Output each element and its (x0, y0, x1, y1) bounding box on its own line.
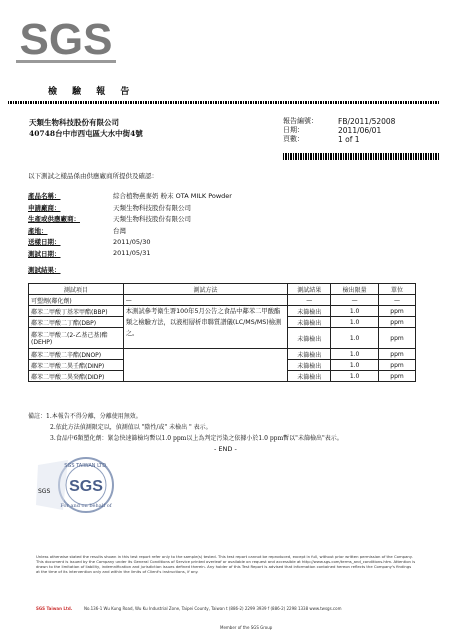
row-unit: ppm (379, 349, 416, 360)
footer (36, 606, 416, 612)
report-pages: 1 of 1 (338, 135, 360, 144)
note-3: 3.食品中6類塑化劑：緊急快速篩檢均暫以1.0 ppm以上為判定污染之依據小於1.0 ppm暫以"未篩檢出"表示。 (50, 435, 343, 442)
table-header-row (29, 284, 416, 295)
sample-value: 2011/05/30 (113, 237, 151, 246)
row-item: 鄰苯二甲酸丁基苯甲酯(BBP) (29, 306, 124, 317)
row-item: 鄰苯二甲酸二異壬酯(DINP) (29, 360, 124, 371)
company-block (29, 117, 143, 139)
company-address: 40748台中市西屯區大水中街4號 (29, 129, 143, 138)
top-rule (8, 101, 440, 104)
report-meta (283, 117, 395, 144)
sample-value: 綜合植物燕麥奶 粉末 OTA MILK Powder (113, 192, 232, 201)
sample-row (28, 248, 232, 260)
row-unit: ppm (379, 371, 416, 382)
sample-value: 2011/05/31 (113, 249, 151, 258)
sample-label: 產品名稱： (28, 192, 61, 201)
row-result: 未篩檢出 (288, 360, 331, 371)
results-table (28, 283, 416, 382)
row-limit: — (331, 295, 379, 306)
company-name: 天類生物科技股份有限公司 (29, 118, 119, 127)
row-limit: 1.0 (331, 360, 379, 371)
stamp-center-text: SGS (69, 478, 103, 495)
sample-label: 申請廠商： (28, 203, 61, 212)
stamp-top-text: SGS TAIWAN LTD. (64, 463, 108, 469)
row-item: 鄰苯二甲酸二異癸酯(DIDP) (29, 371, 124, 382)
company-stamp (28, 455, 140, 515)
row-item: 鄰苯二甲酸二(2-乙基己基)酯 (DEHP) (29, 328, 124, 349)
row-method: — (123, 295, 288, 306)
results-heading: 測試結果： (28, 266, 61, 274)
header-result: 測試結果 (288, 284, 331, 295)
table-row (29, 349, 416, 360)
row-limit: 1.0 (331, 328, 379, 349)
row-item: 鄰苯二甲酸二丁酯(DBP) (29, 317, 124, 328)
row-limit: 1.0 (331, 349, 379, 360)
row-item: 鄰苯二甲酸二辛酯(DNOP) (29, 349, 124, 360)
sample-label: 測試日期： (28, 249, 61, 258)
intro-text: 以下測試之樣品係由供應廠商所提供及確認： (28, 172, 158, 180)
stamp-bottom-text: For and on behalf of (60, 503, 112, 509)
row-result: 未篩檢出 (288, 328, 331, 349)
row-result: 未篩檢出 (288, 306, 331, 317)
row-unit: ppm (379, 328, 416, 349)
row-limit: 1.0 (331, 317, 379, 328)
logo-text: SGS (19, 15, 113, 64)
end-marker: - END - (214, 445, 237, 453)
report-number: FB/2011/52008 (338, 117, 396, 126)
sample-value: 天類生物科技股份有限公司 (113, 203, 191, 212)
row-unit: — (379, 295, 416, 306)
sample-row (28, 236, 232, 248)
sample-row (28, 190, 232, 202)
footer-member: Member of the SGS Group (220, 625, 273, 630)
sample-value: 台灣 (113, 226, 126, 235)
row-unit: ppm (379, 317, 416, 328)
header-unit: 單位 (379, 284, 416, 295)
report-date: 2011/06/01 (338, 126, 382, 135)
row-unit: ppm (379, 360, 416, 371)
sample-label: 生產或供應廠商： (28, 215, 80, 224)
table-row (29, 295, 416, 306)
report-date-label: 日期： (283, 126, 304, 134)
sample-row (28, 225, 232, 237)
row-limit: 1.0 (331, 371, 379, 382)
footer-address: No.136-1 Wu Kung Road, Wu Ku Industrial Zone, Taipei County, Taiwan t (886-2) 2299 3939 f (886-2) 2298 1338 www.twsgs.com (84, 606, 342, 611)
document-title: 檢 驗 報 告 (48, 87, 136, 97)
row-unit: ppm (379, 306, 416, 317)
sample-label: 產地： (28, 226, 48, 235)
footer-company: SGS Taiwan Ltd. (36, 606, 73, 611)
row-result: — (288, 295, 331, 306)
row-result: 未篩檢出 (288, 317, 331, 328)
sample-info (28, 190, 232, 259)
table-row (29, 306, 416, 317)
sample-row (28, 213, 232, 225)
sample-label: 送樣日期： (28, 238, 61, 247)
sample-value: 天類生物科技股份有限公司 (113, 215, 191, 224)
note-2: 2.依此方法偵測限定以，偵測值以 "陰性/或" 未檢出 " 表示。 (50, 424, 212, 431)
row-result: 未篩檢出 (288, 349, 331, 360)
sgs-logo (12, 8, 120, 68)
report-number-label: 報告編號： (283, 117, 318, 125)
signature: SGS (38, 488, 51, 495)
header-item: 測試項目 (29, 284, 124, 295)
notes (28, 411, 343, 444)
row-method: 本測試參考衛生署100年5月公告之食品中鄰苯二甲酸酯類之檢驗方法，以液相層析串聯質譜儀(LC/MS/MS)檢測之。 (123, 306, 288, 349)
row-method-empty (123, 349, 288, 382)
row-result: 未篩檢出 (288, 371, 331, 382)
header-limit: 檢出限量 (331, 284, 379, 295)
header-method: 測試方法 (123, 284, 288, 295)
row-limit: 1.0 (331, 306, 379, 317)
fine-print: Unless otherwise stated the results shown in this test report refer only to the sample(s) tested. This test report cannot be reproduced, except in full, without prior written permission of the Company. This document is issued by the Company under its General Conditions of Service printed overleaf or available on request and accessible at http://www.sgs.com/terms_and_conditions.htm. Attention is drawn to the limitation of liability, indemnification and jurisdiction issues defined therein. Any holder of this Test Report is advised that information contained hereon reflects the Company's findings at the time of its intervention only and within the limits of Client's instructions, if any. (36, 554, 416, 574)
report-pages-label: 頁數： (283, 135, 304, 143)
report-barcode (283, 153, 440, 160)
note-1: 備註：1.本報告不得分離，分離使用無效。 (28, 413, 142, 420)
sample-row (28, 202, 232, 214)
row-item: 可塑劑(鄰化劑) (29, 295, 124, 306)
